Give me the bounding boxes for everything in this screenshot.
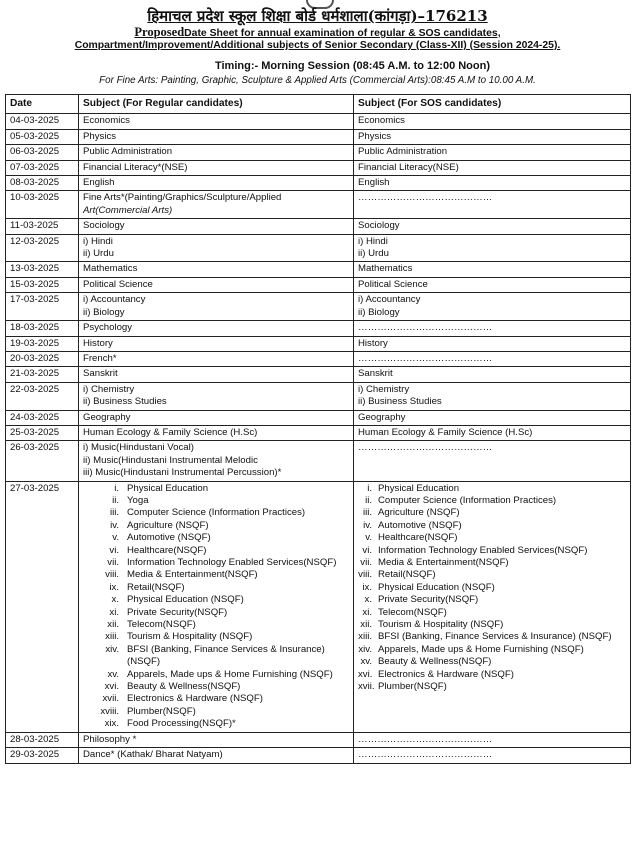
sos-subject-cell <box>354 425 631 440</box>
table-row <box>6 191 631 219</box>
item-number: xiii. <box>358 631 372 643</box>
subject-text: …………………………………… <box>358 322 493 334</box>
subject-text: Economics <box>83 115 130 127</box>
item-number: vi. <box>362 544 372 556</box>
subject-text: Human Ecology & Family Science (H.Sc) <box>358 426 533 438</box>
list-item <box>83 693 350 705</box>
regular-subject-cell <box>79 160 354 175</box>
subject-text-cont: Art(Commercial Arts) <box>83 204 173 216</box>
item-number: ii. <box>112 494 119 506</box>
list-item <box>358 569 627 581</box>
list-item <box>83 631 350 643</box>
list-item <box>83 594 350 606</box>
regular-subject-cell <box>79 410 354 425</box>
subject-text: Fine Arts*(Painting/Graphics/Sculpture/Applied <box>83 192 282 204</box>
item-text: Tourism & Hospitality (NSQF) <box>127 631 253 643</box>
table-row <box>6 367 631 382</box>
regular-subject-cell <box>79 234 354 262</box>
item-text: Electronics & Hardware (NSQF) <box>127 693 263 705</box>
item-text: Healthcare(NSQF) <box>378 532 458 544</box>
subject-line: ii) Biology <box>83 306 125 318</box>
item-number: xix. <box>104 718 119 730</box>
date-cell: 28-03-2025 <box>6 732 79 747</box>
item-number: iv. <box>363 519 372 531</box>
date-cell: 24-03-2025 <box>6 410 79 425</box>
table-row <box>6 176 631 191</box>
regular-subject-cell <box>79 481 354 732</box>
regular-subject-cell <box>79 262 354 277</box>
subject-text: Public Administration <box>83 146 173 158</box>
sos-subject-cell <box>354 234 631 262</box>
sos-subject-cell <box>354 176 631 191</box>
regular-subject-cell <box>79 191 354 219</box>
sos-subject-cell <box>354 748 631 763</box>
list-item <box>358 557 627 569</box>
list-item <box>358 495 627 507</box>
subject-line: i) Accountancy <box>358 294 421 306</box>
list-item <box>83 545 350 557</box>
datesheet-title-line1: ProposedDate Sheet for annual examination of regular & SOS candidates, <box>134 25 501 39</box>
subject-line: i) Accountancy <box>83 294 146 306</box>
sos-subject-cell <box>354 351 631 366</box>
sos-subject-cell <box>354 367 631 382</box>
list-item <box>358 644 627 656</box>
board-title: हिमाचल प्रदेश स्कूल शिक्षा बोर्ड धर्मशाला(कांगड़ा)–176213 <box>147 7 488 25</box>
subject-text: Mathematics <box>358 263 413 275</box>
sos-subject-cell <box>354 382 631 410</box>
item-text: Information Technology Enabled Services(NSQF) <box>127 557 337 568</box>
item-number: vi. <box>109 544 119 556</box>
regular-subject-cell <box>79 219 354 234</box>
item-number: vii. <box>360 557 372 568</box>
subject-text: History <box>83 337 113 349</box>
date-cell: 21-03-2025 <box>6 367 79 382</box>
item-number: i. <box>367 482 372 494</box>
table-row <box>6 441 631 481</box>
date-cell: 10-03-2025 <box>6 191 79 219</box>
item-number: xiii. <box>105 631 119 643</box>
table-row <box>6 732 631 747</box>
sos-subject-cell <box>354 219 631 234</box>
item-number: xiv. <box>358 643 372 655</box>
list-item <box>83 507 350 519</box>
subject-text: Philosophy * <box>83 733 137 745</box>
date-cell: 11-03-2025 <box>6 219 79 234</box>
subject-line: ii) Urdu <box>358 248 389 260</box>
sos-subject-cell <box>354 277 631 292</box>
item-number: xiv. <box>105 643 119 655</box>
regular-subject-cell <box>79 732 354 747</box>
date-cell: 20-03-2025 <box>6 351 79 366</box>
list-item <box>83 569 350 581</box>
table-row <box>6 262 631 277</box>
sos-subject-cell <box>354 145 631 160</box>
subject-text: Dance* (Kathak/ Bharat Natyam) <box>83 749 223 761</box>
table-row <box>6 277 631 292</box>
date-cell: 15-03-2025 <box>6 277 79 292</box>
item-number: i. <box>114 482 119 494</box>
subject-line: i) Hindi <box>83 235 113 247</box>
item-text: Physical Education <box>378 482 460 494</box>
header-regular: Subject (For Regular candidates) <box>79 95 354 114</box>
table-row <box>6 410 631 425</box>
item-text: Healthcare(NSQF) <box>127 544 207 556</box>
item-text: Private Security(NSQF) <box>378 594 479 606</box>
date-cell: 05-03-2025 <box>6 129 79 144</box>
regular-subject-cell <box>79 351 354 366</box>
list-item <box>358 582 627 594</box>
item-text: Media & Entertainment(NSQF) <box>378 557 509 568</box>
subject-text: Political Science <box>358 278 428 290</box>
item-text: Beauty & Wellness(NSQF) <box>127 681 241 693</box>
subject-line: i) Chemistry <box>83 383 135 395</box>
sos-subject-cell <box>354 293 631 321</box>
subject-text: Mathematics <box>83 263 138 275</box>
table-row <box>6 234 631 262</box>
list-item <box>358 619 627 631</box>
item-text: Automotive (NSQF) <box>378 519 462 531</box>
item-text: Computer Science (Information Practices) <box>378 494 557 506</box>
sos-subject-cell <box>354 262 631 277</box>
datesheet-title-line2: Compartment/Improvement/Additional subjects of Senior Secondary (Class-XII) (Session 2024-25). <box>74 40 561 51</box>
list-item <box>83 582 350 594</box>
item-text: Retail(NSQF) <box>127 581 185 593</box>
regular-subject-cell <box>79 367 354 382</box>
regular-subject-cell <box>79 336 354 351</box>
item-text: Retail(NSQF) <box>378 569 436 581</box>
item-number: viii. <box>105 569 119 581</box>
date-cell: 13-03-2025 <box>6 262 79 277</box>
item-text: BFSI (Banking, Finance Services & Insurance) (NSQF) <box>378 631 612 643</box>
regular-subject-cell <box>79 114 354 129</box>
item-number: viii. <box>358 569 372 581</box>
item-number: xi. <box>109 606 119 618</box>
item-number: iv. <box>110 519 119 531</box>
table-row <box>6 748 631 763</box>
sos-subject-cell <box>354 481 631 732</box>
subject-text: …………………………………… <box>358 192 493 204</box>
sos-subject-cell <box>354 336 631 351</box>
subject-text: Geography <box>358 411 406 423</box>
subject-text: Physics <box>358 130 392 142</box>
date-cell: 29-03-2025 <box>6 748 79 763</box>
header-date: Date <box>6 95 79 114</box>
subject-text: Financial Literacy(NSE) <box>358 161 459 173</box>
header-sos: Subject (For SOS candidates) <box>354 95 631 114</box>
item-text: BFSI (Banking, Finance Services & Insurance) (NSQF) <box>127 643 325 668</box>
regular-subject-cell <box>79 748 354 763</box>
table-row <box>6 129 631 144</box>
date-cell: 12-03-2025 <box>6 234 79 262</box>
item-text: Tourism & Hospitality (NSQF) <box>378 619 504 631</box>
subject-text: French* <box>83 352 117 364</box>
subject-text: Sanskrit <box>83 368 118 380</box>
list-item <box>358 532 627 544</box>
date-cell: 26-03-2025 <box>6 441 79 481</box>
list-item <box>358 681 627 693</box>
table-row <box>6 114 631 129</box>
table-row <box>6 145 631 160</box>
subject-text: Human Ecology & Family Science (H.Sc) <box>83 426 258 438</box>
regular-subject-cell <box>79 176 354 191</box>
list-item <box>358 607 627 619</box>
list-item <box>83 557 350 569</box>
regular-subject-cell <box>79 425 354 440</box>
subject-text: …………………………………… <box>358 442 493 454</box>
regular-subject-cell <box>79 129 354 144</box>
item-text: Electronics & Hardware (NSQF) <box>378 668 514 680</box>
subject-text: Sociology <box>83 220 125 232</box>
date-cell: 17-03-2025 <box>6 293 79 321</box>
table-row <box>6 160 631 175</box>
fine-arts-timing: For Fine Arts: Painting, Graphic, Sculpture & Applied Arts (Commercial Arts):08:45 A.M to 10.00 A.M. <box>99 75 536 86</box>
item-number: xvi. <box>104 681 119 693</box>
subject-text: Financial Literacy*(NSE) <box>83 161 188 173</box>
table-row <box>6 382 631 410</box>
subject-line: ii) Music(Hindustani Instrumental Melodic <box>83 454 258 466</box>
list-item <box>358 520 627 532</box>
item-number: x. <box>111 594 119 606</box>
date-cell: 18-03-2025 <box>6 321 79 336</box>
subject-text: Geography <box>83 411 131 423</box>
sos-subject-cell <box>354 410 631 425</box>
date-cell: 27-03-2025 <box>6 481 79 732</box>
timing: Timing:- Morning Session (08:45 A.M. to 12:00 Noon) <box>214 60 491 72</box>
subject-text: English <box>83 177 115 189</box>
subject-text: Sociology <box>358 220 400 232</box>
subject-line: ii) Business Studies <box>83 396 167 408</box>
subject-line: iii) Music(Hindustani Instrumental Percussion)* <box>83 467 282 479</box>
list-item <box>83 706 350 718</box>
subject-text: Public Administration <box>358 146 448 158</box>
item-text: Food Processing(NSQF)* <box>127 718 236 730</box>
subject-line: i) Chemistry <box>358 383 410 395</box>
item-text: Physical Education (NSQF) <box>378 581 495 593</box>
table-header-row <box>6 95 631 114</box>
item-number: xii. <box>107 619 119 631</box>
table-row <box>6 351 631 366</box>
item-text: Apparels, Made ups & Home Furnishing (NSQF) <box>378 643 584 655</box>
item-text: Private Security(NSQF) <box>127 606 228 618</box>
regular-subject-cell <box>79 145 354 160</box>
date-cell: 06-03-2025 <box>6 145 79 160</box>
item-number: xi. <box>362 606 372 618</box>
list-item <box>83 532 350 544</box>
item-number: xvi. <box>358 668 373 680</box>
table-row <box>6 425 631 440</box>
list-item <box>358 631 627 643</box>
list-item <box>358 594 627 606</box>
subject-line: ii) Biology <box>358 306 400 318</box>
item-number: xii. <box>360 619 372 631</box>
item-text: Telecom(NSQF) <box>378 606 447 618</box>
date-cell: 07-03-2025 <box>6 160 79 175</box>
item-number: iii. <box>362 507 372 519</box>
list-item <box>358 483 627 495</box>
subject-line: i) Music(Hindustani Vocal) <box>83 442 194 454</box>
table-row <box>6 293 631 321</box>
list-item <box>83 718 350 730</box>
item-text: Telecom(NSQF) <box>127 619 196 631</box>
subject-text: Political Science <box>83 278 153 290</box>
table-row <box>6 336 631 351</box>
subject-line: i) Hindi <box>358 235 388 247</box>
date-cell: 19-03-2025 <box>6 336 79 351</box>
sos-subject-cell <box>354 732 631 747</box>
item-number: ix. <box>362 581 372 593</box>
subject-text: Psychology <box>83 322 133 334</box>
subject-text: …………………………………… <box>358 352 493 364</box>
date-cell: 08-03-2025 <box>6 176 79 191</box>
regular-subject-cell <box>79 293 354 321</box>
list-item <box>358 507 627 519</box>
item-number: ii. <box>365 494 372 506</box>
subject-text: History <box>358 337 388 349</box>
list-item <box>83 669 350 681</box>
item-number: x. <box>364 594 372 606</box>
list-item <box>83 520 350 532</box>
item-text: Plumber(NSQF) <box>127 705 196 717</box>
proposed-label: Proposed <box>134 25 185 39</box>
item-text: Media & Entertainment(NSQF) <box>127 569 258 581</box>
item-text: Information Technology Enabled Services(NSQF) <box>378 544 588 556</box>
subject-text: …………………………………… <box>358 733 493 745</box>
date-cell: 22-03-2025 <box>6 382 79 410</box>
list-item <box>83 607 350 619</box>
list-item <box>83 495 350 507</box>
item-number: iii. <box>109 507 119 519</box>
item-number: xv. <box>360 656 372 668</box>
item-text: Beauty & Wellness(NSQF) <box>378 656 492 668</box>
item-text: Yoga <box>127 494 149 506</box>
item-text: Agriculture (NSQF) <box>378 507 460 519</box>
item-text: Automotive (NSQF) <box>127 532 211 544</box>
subject-text: English <box>358 177 390 189</box>
sos-subject-cell <box>354 114 631 129</box>
item-number: v. <box>365 532 372 544</box>
item-number: v. <box>112 532 119 544</box>
list-item <box>358 545 627 557</box>
item-number: ix. <box>109 581 119 593</box>
regular-subject-cell <box>79 382 354 410</box>
list-item <box>83 619 350 631</box>
item-number: xvii. <box>358 681 375 693</box>
table-body <box>6 114 631 763</box>
regular-subject-cell <box>79 277 354 292</box>
date-cell: 04-03-2025 <box>6 114 79 129</box>
sos-subject-cell <box>354 160 631 175</box>
subject-text: Economics <box>358 115 405 127</box>
table-row <box>6 321 631 336</box>
list-item <box>358 669 627 681</box>
item-number: xvii. <box>102 693 119 705</box>
subject-line: ii) Business Studies <box>358 396 442 408</box>
item-text: Plumber(NSQF) <box>378 681 447 693</box>
sos-subject-cell <box>354 321 631 336</box>
item-number: xv. <box>107 668 119 680</box>
list-item <box>83 644 350 669</box>
subject-line: ii) Urdu <box>83 248 114 260</box>
regular-subject-cell <box>79 441 354 481</box>
sos-subject-cell <box>354 441 631 481</box>
regular-subject-cell <box>79 321 354 336</box>
subject-text: Sanskrit <box>358 368 393 380</box>
table-row <box>6 219 631 234</box>
item-text: Computer Science (Information Practices) <box>127 507 306 519</box>
list-item <box>83 681 350 693</box>
subject-text: Physics <box>83 130 117 142</box>
datesheet-table <box>5 94 631 764</box>
list-item <box>83 483 350 495</box>
subject-text: …………………………………… <box>358 749 493 761</box>
item-number: vii. <box>107 557 119 568</box>
item-text: Apparels, Made ups & Home Furnishing (NSQF) <box>127 668 333 680</box>
table-row <box>6 481 631 732</box>
item-text: Physical Education <box>127 482 209 494</box>
date-cell: 25-03-2025 <box>6 425 79 440</box>
sos-subject-cell <box>354 129 631 144</box>
sos-subject-cell <box>354 191 631 219</box>
list-item <box>358 656 627 668</box>
item-text: Agriculture (NSQF) <box>127 519 209 531</box>
item-number: xviii. <box>100 705 119 717</box>
item-text: Physical Education (NSQF) <box>127 594 244 606</box>
